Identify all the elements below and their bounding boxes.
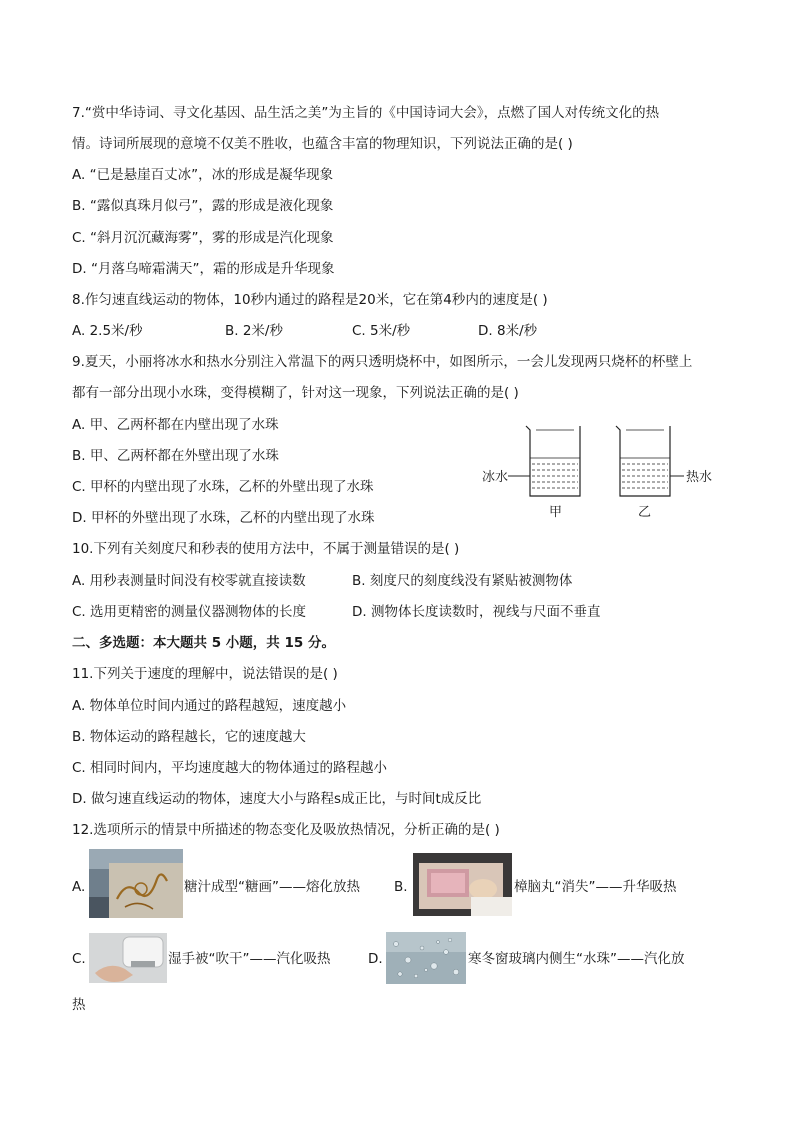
q12-option-b-text: 樟脑丸“消失”——升华吸热 <box>514 879 677 895</box>
q11-option-d: D. 做匀速直线运动的物体，速度大小与路程s成正比，与时间t成反比 <box>72 791 482 807</box>
q9-option-a: A. 甲、乙两杯都在内壁出现了水珠 <box>72 417 279 433</box>
q12-option-d-text: 寒冬窗玻璃内侧生“水珠”——汽化放 <box>468 951 685 967</box>
q10-option-c: C. 选用更精密的测量仪器测物体的长度 <box>72 604 307 620</box>
q10-option-a: A. 用秒表测量时间没有校零就直接读数 <box>72 573 306 589</box>
beaker-ice-water <box>526 426 580 496</box>
q12-option-a-text: 糖汁成型“糖画”——熔化放热 <box>184 879 360 895</box>
q9-option-c: C. 甲杯的内壁出现了水珠，乙杯的外壁出现了水珠 <box>72 479 374 495</box>
beaker2-label: 乙 <box>638 505 652 520</box>
beaker-hot-water <box>616 426 670 496</box>
q12-option-b-letter: B. <box>394 879 408 895</box>
q7-option-a: A. “已是悬崖百丈冰”，冰的形成是凝华现象 <box>72 167 334 183</box>
q12-stem: 12.选项所示的情景中所描述的物态变化及吸放热情况，分析正确的是( ) <box>72 822 500 838</box>
q11-option-b: B. 物体运动的路程越长，它的速度越大 <box>72 729 306 745</box>
window-droplets-photo <box>386 932 466 984</box>
q7-option-d: D. “月落乌啼霜满天”，霜的形成是升华现象 <box>72 261 335 277</box>
q12-option-d-wrap: 热 <box>72 997 86 1013</box>
q8-option-d: D. 8米/秒 <box>478 323 538 339</box>
hand-dryer-photo <box>89 933 167 983</box>
q10-option-b: B. 刻度尺的刻度线没有紧贴被测物体 <box>352 573 573 589</box>
q11-option-c: C. 相同时间内，平均速度越大的物体通过的路程越小 <box>72 760 388 776</box>
q10-option-d: D. 测物体长度读数时，视线与尺面不垂直 <box>352 604 601 620</box>
q7-option-b: B. “露似真珠月似弓”，露的形成是液化现象 <box>72 198 334 214</box>
q8-option-c: C. 5米/秒 <box>352 323 411 339</box>
q11-stem: 11.下列关于速度的理解中，说法错误的是( ) <box>72 666 338 682</box>
q9-option-b: B. 甲、乙两杯都在外壁出现了水珠 <box>72 448 279 464</box>
q12-option-c-letter: C. <box>72 951 86 967</box>
q12-option-d-letter: D. <box>368 951 383 967</box>
q8-option-b: B. 2米/秒 <box>225 323 283 339</box>
q8-stem: 8.作匀速直线运动的物体，10秒内通过的路程是20米，它在第4秒内的速度是( ) <box>72 292 548 308</box>
q11-option-a: A. 物体单位时间内通过的路程越短，速度越小 <box>72 698 347 714</box>
q7-stem-line2: 情。诗词所展现的意境不仅美不胜收，也蕴含丰富的物理知识，下列说法正确的是( ) <box>72 136 573 152</box>
right-label: 热水 <box>686 470 713 485</box>
sugar-painting-photo <box>89 849 183 918</box>
beaker1-label: 甲 <box>549 505 563 520</box>
section-2-title: 二、多选题：本大题共 5 小题，共 15 分。 <box>72 635 335 651</box>
q8-option-a: A. 2.5米/秒 <box>72 323 143 339</box>
q10-stem: 10.下列有关刻度尺和秒表的使用方法中，不属于测量错误的是( ) <box>72 541 460 557</box>
left-label: 冰水 <box>482 470 509 485</box>
q9-stem-line2: 都有一部分出现小水珠，变得模糊了，针对这一现象，下列说法正确的是( ) <box>72 385 519 401</box>
q12-option-c-text: 湿手被“吹干”——汽化吸热 <box>168 951 331 967</box>
q9-option-d: D. 甲杯的外壁出现了水珠，乙杯的内壁出现了水珠 <box>72 510 375 526</box>
camphor-ball-photo <box>413 853 512 916</box>
beaker-figure <box>478 420 728 520</box>
q9-stem-line1: 9.夏天，小丽将冰水和热水分别注入常温下的两只透明烧杯中，如图所示，一会儿发现两只烧杯的杯壁上 <box>72 354 693 370</box>
q12-option-a-letter: A. <box>72 879 86 895</box>
q7-option-c: C. “斜月沉沉藏海雾”，雾的形成是汽化现象 <box>72 230 334 246</box>
q7-stem-line1: 7.“赏中华诗词、寻文化基因、品生活之美”为主旨的《中国诗词大会》，点燃了国人对传统文化的热 <box>72 105 660 121</box>
